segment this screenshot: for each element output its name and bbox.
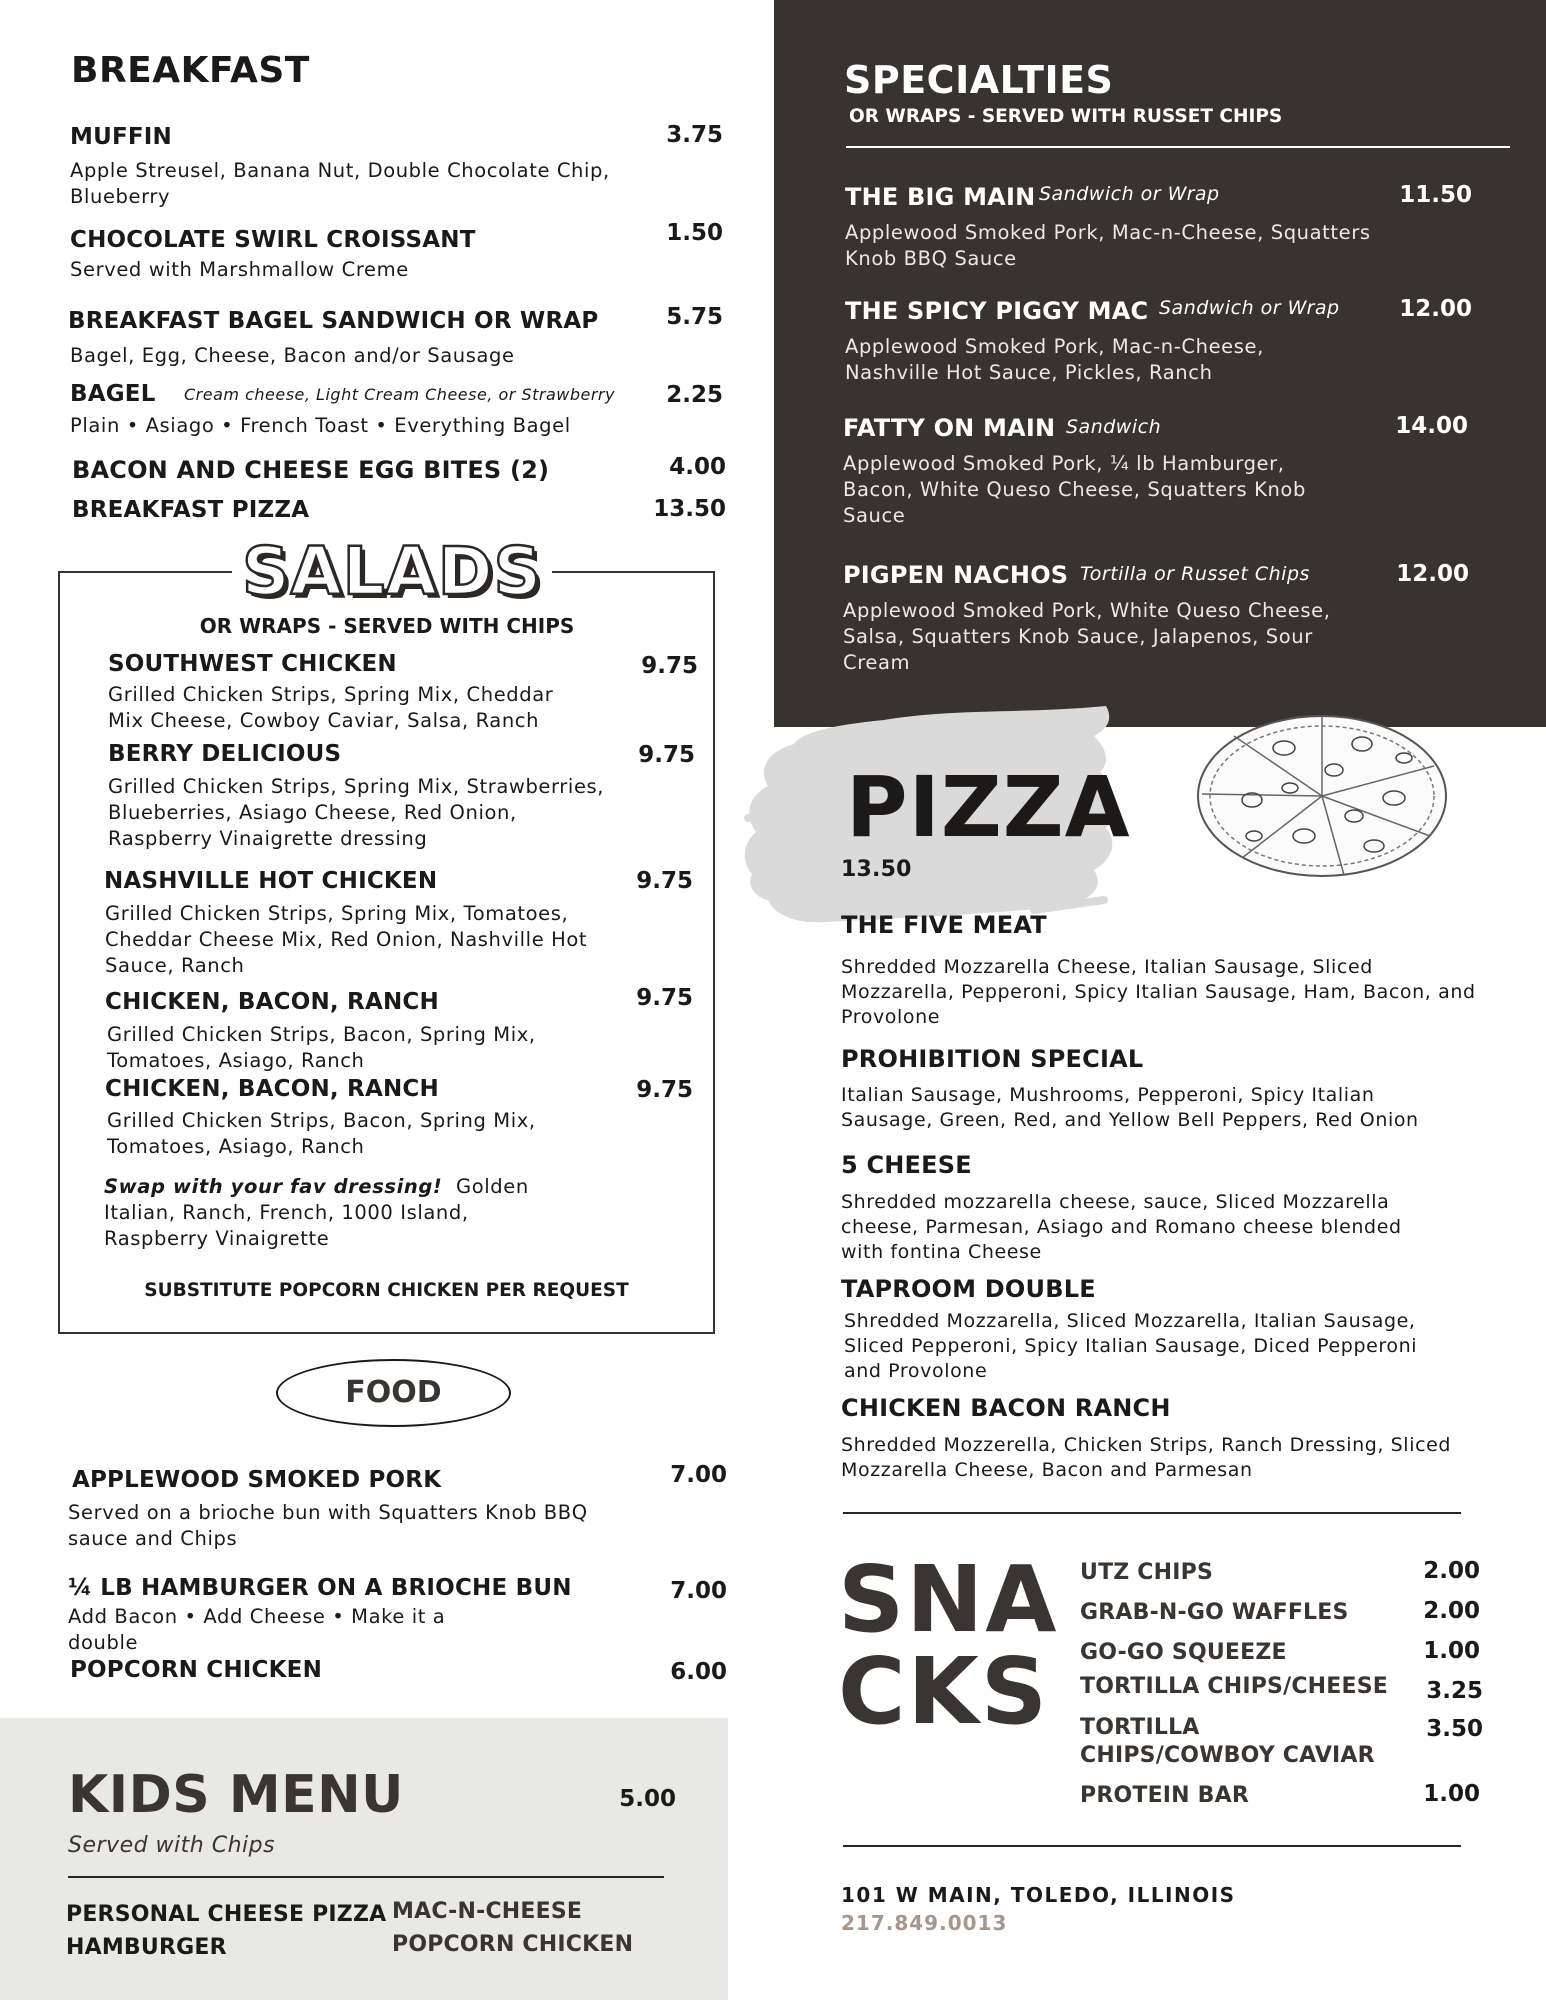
pizza-title: PIZZA: [846, 758, 1131, 856]
specialty-item-desc: Applewood Smoked Pork, ¼ lb Hamburger, Bacon, White Queso Cheese, Squatters Knob Sauce: [843, 452, 1306, 527]
breakfast-item-desc: Served with Marshmallow Creme: [70, 258, 409, 281]
breakfast-item-price: 13.50: [653, 496, 726, 522]
salad-item-desc: Grilled Chicken Strips, Spring Mix, Strawberries, Blueberries, Asiago Cheese, Red Onion, Raspberry Vinaigrette dressing: [108, 775, 605, 850]
breakfast-item-name: MUFFIN: [70, 124, 172, 150]
breakfast-item-note: Cream cheese, Light Cream Cheese, or Strawberry: [184, 385, 615, 404]
salad-item-name: CHICKEN, BACON, RANCH: [105, 989, 439, 1015]
snack-item-price: 2.00: [1423, 1598, 1480, 1624]
snack-item-price: 2.00: [1423, 1558, 1480, 1584]
breakfast-item-price: 5.75: [666, 304, 723, 330]
specialties-subtitle: OR WRAPS - SERVED WITH RUSSET CHIPS: [849, 106, 1283, 127]
pizza-item-name: PROHIBITION SPECIAL: [841, 1045, 1144, 1073]
pizza-price: 13.50: [841, 857, 912, 882]
specialty-item-desc: Applewood Smoked Pork, Mac-n-Cheese, Nashville Hot Sauce, Pickles, Ranch: [845, 335, 1264, 384]
pizza-item-desc: Shredded Mozzarella, Sliced Mozzarella, Italian Sausage, Sliced Pepperoni, Spicy Italian Sausage, Diced Pepperoni and Provolone: [844, 1310, 1418, 1382]
breakfast-item-name: BREAKFAST PIZZA: [72, 497, 310, 523]
kids-menu-item: POPCORN CHICKEN: [392, 1932, 634, 1957]
food-item-price: 7.00: [670, 1578, 727, 1604]
food-item-price: 6.00: [670, 1659, 727, 1685]
salad-swap-bold: Swap with your fav dressing!: [104, 1175, 443, 1198]
snack-item-price: 3.25: [1426, 1678, 1483, 1704]
salad-item-name: SOUTHWEST CHICKEN: [108, 651, 397, 677]
breakfast-item-price: 3.75: [666, 122, 723, 148]
salad-item-name: BERRY DELICIOUS: [108, 741, 342, 767]
specialty-item-price: 14.00: [1395, 413, 1468, 439]
breakfast-item-name: BAGEL: [70, 381, 156, 407]
snacks-divider: [843, 1845, 1461, 1847]
specialties-panel: [774, 0, 1546, 727]
salad-item-price: 9.75: [636, 1077, 693, 1103]
salad-item-price: 9.75: [636, 868, 693, 894]
specialty-item-note: Sandwich: [1066, 416, 1162, 438]
snack-item-name: GO-GO SQUEEZE: [1080, 1640, 1287, 1665]
salad-item-desc: Grilled Chicken Strips, Spring Mix, Tomatoes, Cheddar Cheese Mix, Red Onion, Nashville Hot Sauce, Ranch: [105, 902, 588, 977]
pizza-item-desc: Shredded mozzarella cheese, sauce, Sliced Mozzarella cheese, Parmesan, Asiago and Romano cheese blended with fontina Cheese: [841, 1191, 1402, 1263]
pizza-divider: [843, 1512, 1461, 1514]
specialty-item-name: THE SPICY PIGGY MAC: [845, 297, 1149, 325]
pizza-item-name: TAPROOM DOUBLE: [841, 1275, 1096, 1303]
specialty-item-price: 12.00: [1399, 296, 1472, 322]
pizza-item-name: CHICKEN BACON RANCH: [841, 1394, 1171, 1422]
food-item-desc: Served on a brioche bun with Squatters Knob BBQ sauce and Chips: [68, 1501, 588, 1550]
specialty-item-note: Tortilla or Russet Chips: [1080, 563, 1310, 585]
salad-swap-note: [104, 1174, 564, 1252]
salad-item-price: 9.75: [638, 742, 695, 768]
breakfast-item-price: 4.00: [669, 454, 726, 480]
salad-item-desc: Grilled Chicken Strips, Spring Mix, Cheddar Mix Cheese, Cowboy Caviar, Salsa, Ranch: [108, 683, 554, 732]
breakfast-item-name: BREAKFAST BAGEL SANDWICH OR WRAP: [68, 308, 599, 334]
kids-menu-subtitle: Served with Chips: [68, 1833, 276, 1858]
salad-item-name: CHICKEN, BACON, RANCH: [105, 1076, 439, 1102]
breakfast-item-desc: Bagel, Egg, Cheese, Bacon and/or Sausage: [70, 344, 515, 367]
salads-substitute-note: SUBSTITUTE POPCORN CHICKEN PER REQUEST: [144, 1280, 629, 1301]
snack-item-name: TORTILLA CHIPS/COWBOY CAVIAR: [1080, 1715, 1375, 1768]
breakfast-item-name: CHOCOLATE SWIRL CROISSANT: [70, 227, 476, 253]
salad-item-price: 9.75: [636, 985, 693, 1011]
breakfast-item-name: BACON AND CHEESE EGG BITES (2): [72, 456, 550, 484]
specialty-item-price: 12.00: [1396, 561, 1469, 587]
pizza-item-name: 5 CHEESE: [841, 1151, 972, 1179]
snack-item-name: UTZ CHIPS: [1080, 1560, 1213, 1585]
salad-swap-text: Golden Italian, Ranch, French, 1000 Island, Raspberry Vinaigrette: [104, 1175, 529, 1250]
salad-item-desc: Grilled Chicken Strips, Bacon, Spring Mix, Tomatoes, Asiago, Ranch: [107, 1023, 536, 1072]
food-item-name: POPCORN CHICKEN: [70, 1657, 323, 1683]
breakfast-title: BREAKFAST: [71, 50, 310, 91]
specialty-item-name: PIGPEN NACHOS: [843, 561, 1069, 589]
pizza-item-desc: Shredded Mozzerella, Chicken Strips, Ranch Dressing, Sliced Mozzarella Cheese, Bacon and Parmesan: [841, 1434, 1452, 1481]
kids-menu-item: HAMBURGER: [66, 1935, 227, 1960]
specialty-item-price: 11.50: [1399, 182, 1472, 208]
food-item-name: ¼ LB HAMBURGER ON A BRIOCHE BUN: [68, 1575, 572, 1601]
salad-item-name: NASHVILLE HOT CHICKEN: [104, 868, 438, 894]
footer-phone: 217.849.0013: [841, 1911, 1008, 1935]
footer-address: 101 W MAIN, TOLEDO, ILLINOIS: [841, 1883, 1236, 1907]
specialty-item-desc: Applewood Smoked Pork, White Queso Cheese, Salsa, Squatters Knob Sauce, Jalapenos, Sour Cream: [843, 599, 1331, 674]
salad-item-desc: Grilled Chicken Strips, Bacon, Spring Mix, Tomatoes, Asiago, Ranch: [107, 1109, 536, 1158]
specialties-divider: [846, 146, 1510, 148]
breakfast-item-price: 2.25: [666, 382, 723, 408]
pizza-item-desc: Shredded Mozzarella Cheese, Italian Sausage, Sliced Mozzarella, Pepperoni, Spicy Italian Sausage, Ham, Bacon, and Provolone: [841, 956, 1476, 1028]
kids-menu-item: PERSONAL CHEESE PIZZA: [66, 1902, 387, 1927]
kids-menu-price: 5.00: [619, 1786, 676, 1812]
snack-item-name: GRAB-N-GO WAFFLES: [1080, 1600, 1349, 1625]
salad-item-price: 9.75: [641, 653, 698, 679]
salads-subtitle: OR WRAPS - SERVED WITH CHIPS: [199, 614, 575, 638]
kids-menu-item: MAC-N-CHEESE: [392, 1899, 583, 1924]
specialty-item-name: FATTY ON MAIN: [843, 414, 1056, 442]
snack-item-name: PROTEIN BAR: [1080, 1783, 1249, 1808]
snacks-title-line2: CKS: [838, 1638, 1050, 1745]
specialty-item-note: Sandwich or Wrap: [1159, 297, 1340, 319]
pizza-item-name: THE FIVE MEAT: [841, 911, 1047, 939]
specialty-item-note: Sandwich or Wrap: [1039, 183, 1220, 205]
specialty-item-desc: Applewood Smoked Pork, Mac-n-Cheese, Squatters Knob BBQ Sauce: [845, 221, 1371, 270]
breakfast-item-desc: Plain • Asiago • French Toast • Everything Bagel: [70, 414, 571, 437]
specialties-title: SPECIALTIES: [844, 58, 1114, 102]
specialty-item-name: THE BIG MAIN: [845, 183, 1036, 211]
snack-item-price: 3.50: [1426, 1716, 1483, 1742]
food-item-name: APPLEWOOD SMOKED PORK: [72, 1467, 442, 1493]
pizza-illustration-icon: [1194, 708, 1450, 888]
breakfast-item-price: 1.50: [666, 220, 723, 246]
food-item-price: 7.00: [670, 1462, 727, 1488]
snacks-title-line1: SNA: [838, 1546, 1059, 1653]
pizza-item-desc: Italian Sausage, Mushrooms, Pepperoni, Spicy Italian Sausage, Green, Red, and Yellow Bell Peppers, Red Onion: [841, 1084, 1419, 1131]
snack-item-price: 1.00: [1423, 1638, 1480, 1664]
salads-title: SALADS: [232, 532, 552, 612]
snack-item-price: 1.00: [1423, 1781, 1480, 1807]
kids-menu-divider: [68, 1876, 664, 1878]
breakfast-item-desc: Apple Streusel, Banana Nut, Double Chocolate Chip, Blueberry: [70, 159, 610, 208]
kids-menu-title: KIDS MENU: [68, 1765, 404, 1825]
snack-item-name: TORTILLA CHIPS/CHEESE: [1080, 1674, 1389, 1699]
food-item-desc: Add Bacon • Add Cheese • Make it a double: [68, 1605, 446, 1654]
food-title: FOOD: [276, 1359, 511, 1427]
